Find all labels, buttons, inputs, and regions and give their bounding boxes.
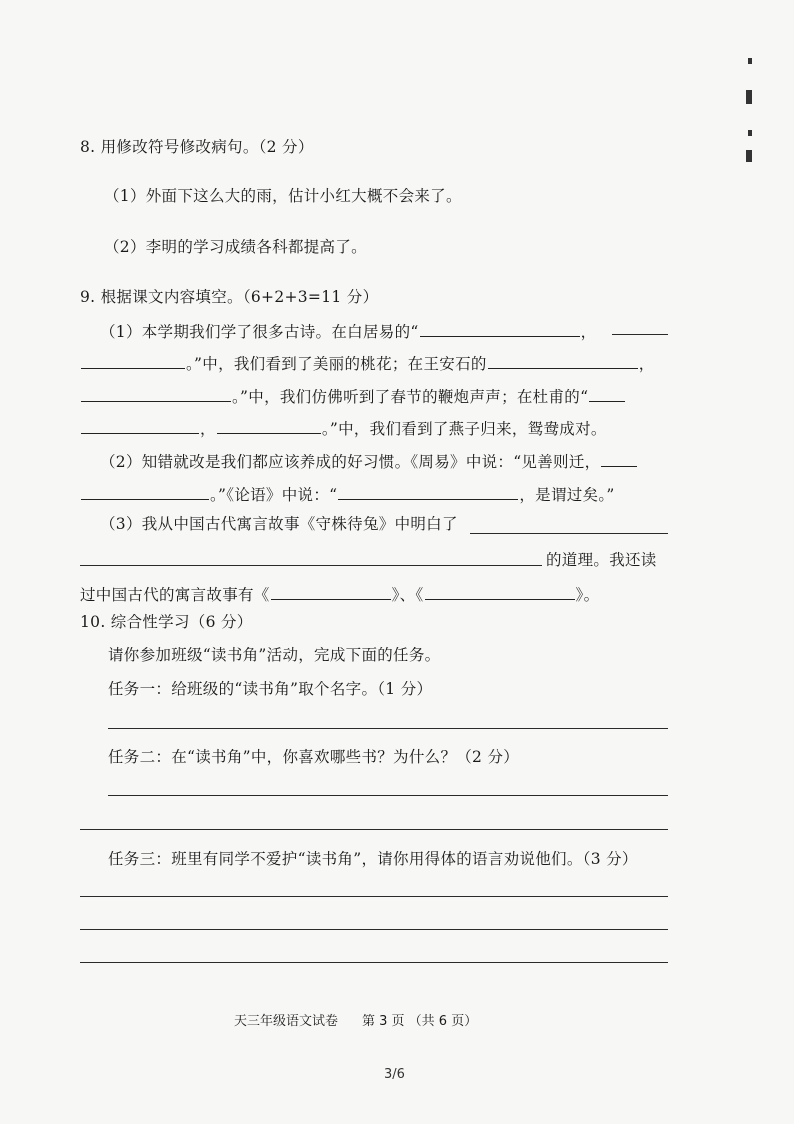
q9-part2-line1: [100, 450, 638, 472]
fill-blank[interactable]: [338, 483, 518, 500]
fill-blank[interactable]: [81, 385, 231, 402]
q9-text: ，: [200, 420, 216, 438]
page-indicator: 3/6: [384, 1067, 405, 1082]
q9-part3-line2: 的道理。我还读: [546, 551, 657, 569]
fill-blank[interactable]: [81, 417, 199, 434]
fill-blank[interactable]: [420, 320, 580, 337]
question-8-sentence-2: （2）李明的学习成绩各科都提高了。: [104, 238, 367, 256]
exam-title-footer: 天三年级语文试卷: [234, 1014, 339, 1029]
question-8-header: 8. 用修改符号修改病句。（2 分）: [80, 138, 314, 156]
scan-mark: [748, 58, 752, 64]
question-10-task-3: 任务三：班里有同学不爱护“读书角”，请你用得体的语言劝说他们。（3 分）: [108, 850, 638, 868]
answer-line[interactable]: [80, 829, 668, 830]
q9-part1-line4: [80, 417, 607, 439]
question-10-task-2: 任务二：在“读书角”中，你喜欢哪些书？为什么？（2 分）: [108, 748, 520, 766]
q9-part1-line3: [80, 385, 626, 407]
answer-line[interactable]: [108, 728, 668, 729]
page-count-footer: 第 3 页 （共 6 页）: [362, 1014, 478, 1029]
fill-blank[interactable]: [488, 352, 638, 369]
answer-line[interactable]: [80, 962, 668, 963]
fill-blank-line[interactable]: [80, 565, 542, 566]
fill-blank[interactable]: [81, 352, 185, 369]
q9-text: ，: [580, 323, 597, 341]
q9-text: （2）知错就改是我们都应该养成的好习惯。《周易》中说：“见善则迁，: [100, 453, 601, 471]
q9-text: 。”中，我们看到了美丽的桃花；在王安石的: [186, 355, 487, 373]
question-8-sentence-1: （1）外面下这么大的雨，估计小红大概不会来了。: [104, 187, 462, 205]
q9-text: 过中国古代的寓言故事有《: [80, 586, 270, 604]
q9-part1-line2: [80, 352, 655, 374]
q9-text: 。”中，我们仿佛听到了春节的鞭炮声声；在杜甫的“: [232, 388, 589, 406]
answer-line[interactable]: [80, 929, 668, 930]
fill-blank-line[interactable]: [470, 533, 668, 534]
q9-text: ，是谓过矣。”: [519, 486, 615, 504]
q9-part3-line3: [80, 583, 599, 605]
q9-part3-line1: [100, 514, 458, 534]
fill-blank[interactable]: [271, 583, 391, 600]
fill-blank[interactable]: [425, 583, 575, 600]
question-10-intro: 请你参加班级“读书角”活动，完成下面的任务。: [108, 646, 441, 664]
question-9-header: 9. 根据课文内容填空。（6+2+3=11 分）: [80, 288, 379, 306]
q9-text: 》、《: [391, 586, 424, 604]
fill-blank-line[interactable]: [612, 334, 668, 335]
answer-line[interactable]: [80, 896, 668, 897]
q9-text: 。”中，我们看到了燕子归来，鸳鸯成对。: [321, 420, 607, 438]
scan-mark: [746, 90, 752, 104]
q9-text: （1）本学期我们学了很多古诗。在白居易的“: [100, 323, 419, 341]
q9-text: 。”《论语》中说：“: [210, 486, 338, 504]
fill-blank[interactable]: [81, 483, 209, 500]
answer-line[interactable]: [108, 795, 668, 796]
q9-part1-line1: [100, 320, 596, 342]
question-10-header: 10. 综合性学习（6 分）: [80, 613, 253, 631]
q9-text: ，: [638, 355, 655, 373]
question-10-task-1: 任务一：给班级的“读书角”取个名字。（1 分）: [108, 680, 433, 698]
q9-text: 》。: [575, 586, 600, 604]
q9-part2-line2: [80, 483, 615, 505]
fill-blank[interactable]: [217, 417, 321, 434]
scan-mark: [746, 150, 752, 162]
fill-blank[interactable]: [589, 385, 625, 402]
q9-text: （3）我从中国古代寓言故事《守株待兔》中明白了: [100, 515, 458, 533]
scan-mark: [748, 130, 752, 136]
fill-blank[interactable]: [601, 450, 637, 467]
